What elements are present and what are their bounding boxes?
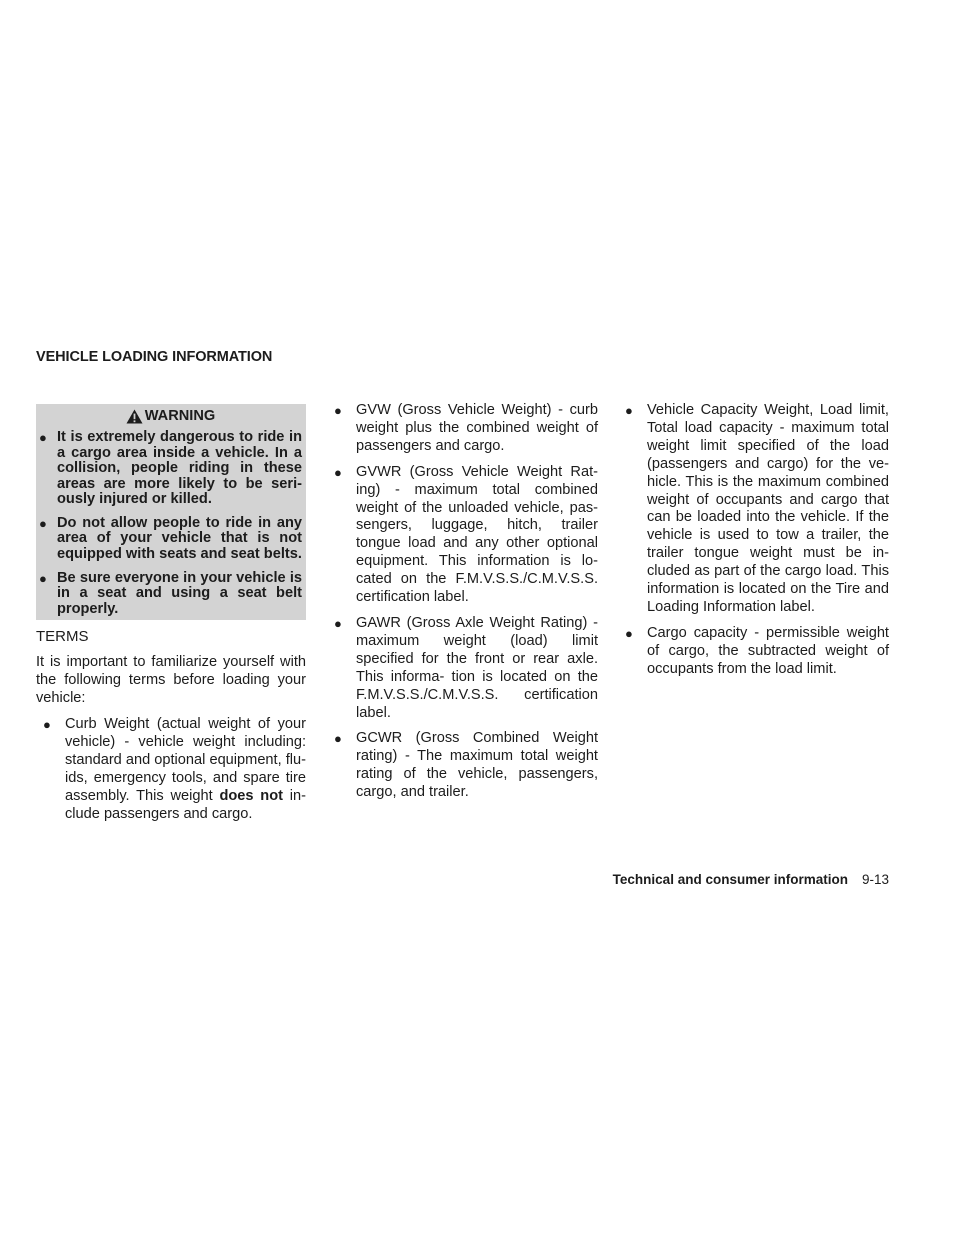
list-item-gvwr — [334, 464, 598, 607]
bullet: ● — [625, 403, 633, 418]
terms-intro: It is important to familiarize yourself with the following terms before loading your vehicle: — [36, 654, 306, 707]
warning-item — [39, 430, 302, 508]
list-item-gawr — [334, 615, 598, 722]
warning-item-text: It is extremely dangerous to ride in a cargo area inside a vehicle. In a collision, people riding in these areas are more likely to be seri- ously injured or killed. — [57, 428, 302, 508]
list-item-text: GVWR (Gross Vehicle Weight Rat- ing) - maximum total combined weight of the unloaded vehicle, pas- sengers, luggage, hitch, trailer tongue load and any other optional equipment. This information is lo- cated on the F.M.V.S.S./C.M.V.S.S. certification label. — [356, 463, 598, 606]
bullet: ● — [334, 403, 342, 418]
list-item-text: Vehicle Capacity Weight, Load limit, Total load capacity - maximum total weight limit specified of the load (passengers and cargo) for the ve- hicle. This is the maximum combined weight of occupants and cargo that can be loaded into the vehicle. If the vehicle is used to tow a trailer, the trailer tongue weight must be in- cluded as part of the cargo load. This information is located on the Tire and Loading Information label. — [647, 402, 889, 615]
warning-item-text: Be sure everyone in your vehicle is in a seat and using a seat belt properly. — [57, 569, 302, 617]
list-item-vehicle-capacity — [625, 402, 889, 617]
bullet: ● — [39, 515, 47, 531]
warning-triangle-icon — [126, 409, 143, 424]
list-item-gcwr — [334, 730, 598, 802]
bullet: ● — [334, 464, 342, 480]
footer-section-name: Technical and consumer information — [612, 872, 848, 887]
list-item-text: Cargo capacity - permissible weight of cargo, the subtracted weight of occupants from the load limit. — [647, 624, 889, 677]
bullet: ● — [39, 429, 47, 445]
page-number: 9-13 — [861, 872, 889, 887]
bullet: ● — [43, 717, 51, 733]
section-title: VEHICLE LOADING INFORMATION — [36, 349, 273, 365]
bullet: ● — [334, 615, 342, 631]
terms-heading: TERMS — [36, 628, 89, 646]
curb-weight-text-end: in- clude passengers and cargo. — [65, 787, 307, 822]
column-left — [36, 404, 306, 832]
bullet: ● — [625, 625, 633, 641]
bullet: ● — [39, 570, 47, 586]
warning-title: WARNING — [144, 408, 216, 424]
list-item-text — [65, 716, 306, 823]
page-footer — [613, 872, 889, 887]
list-item-text: GVW (Gross Vehicle Weight) - curb weight plus the combined weight of passengers and cargo. — [356, 402, 598, 454]
bullet: ● — [334, 731, 342, 747]
column-middle — [334, 402, 598, 810]
warning-header — [39, 408, 302, 426]
curb-weight-text: Curb Weight (actual weight of your vehicle) - vehicle weight including: standard and optional equipment, flu- ids, emergency tools, and spare tire assembly. This weight — [65, 716, 306, 804]
list-item-text: GCWR (Gross Combined Weight rating) - The maximum total weight rating of the vehicle, passengers, cargo, and trailer. — [356, 730, 598, 801]
curb-weight-emphasis: does not — [219, 787, 283, 804]
list-item-cargo-capacity — [625, 625, 889, 679]
column-right — [625, 402, 889, 687]
warning-item — [39, 516, 302, 563]
list-item-gvw — [334, 402, 598, 456]
warning-item — [39, 571, 302, 618]
warning-item-text: Do not allow people to ride in any area of your vehicle that is not equipped with seats and seat belts. — [57, 514, 302, 563]
list-item-text: GAWR (Gross Axle Weight Rating) - maximum weight (load) limit specified for the front or rear axle. This informa- tion is located on the F.M.V.S.S./C.M.V.S.S. certification label. — [356, 614, 598, 721]
warning-box — [36, 404, 306, 620]
list-item-curb-weight — [36, 716, 306, 823]
